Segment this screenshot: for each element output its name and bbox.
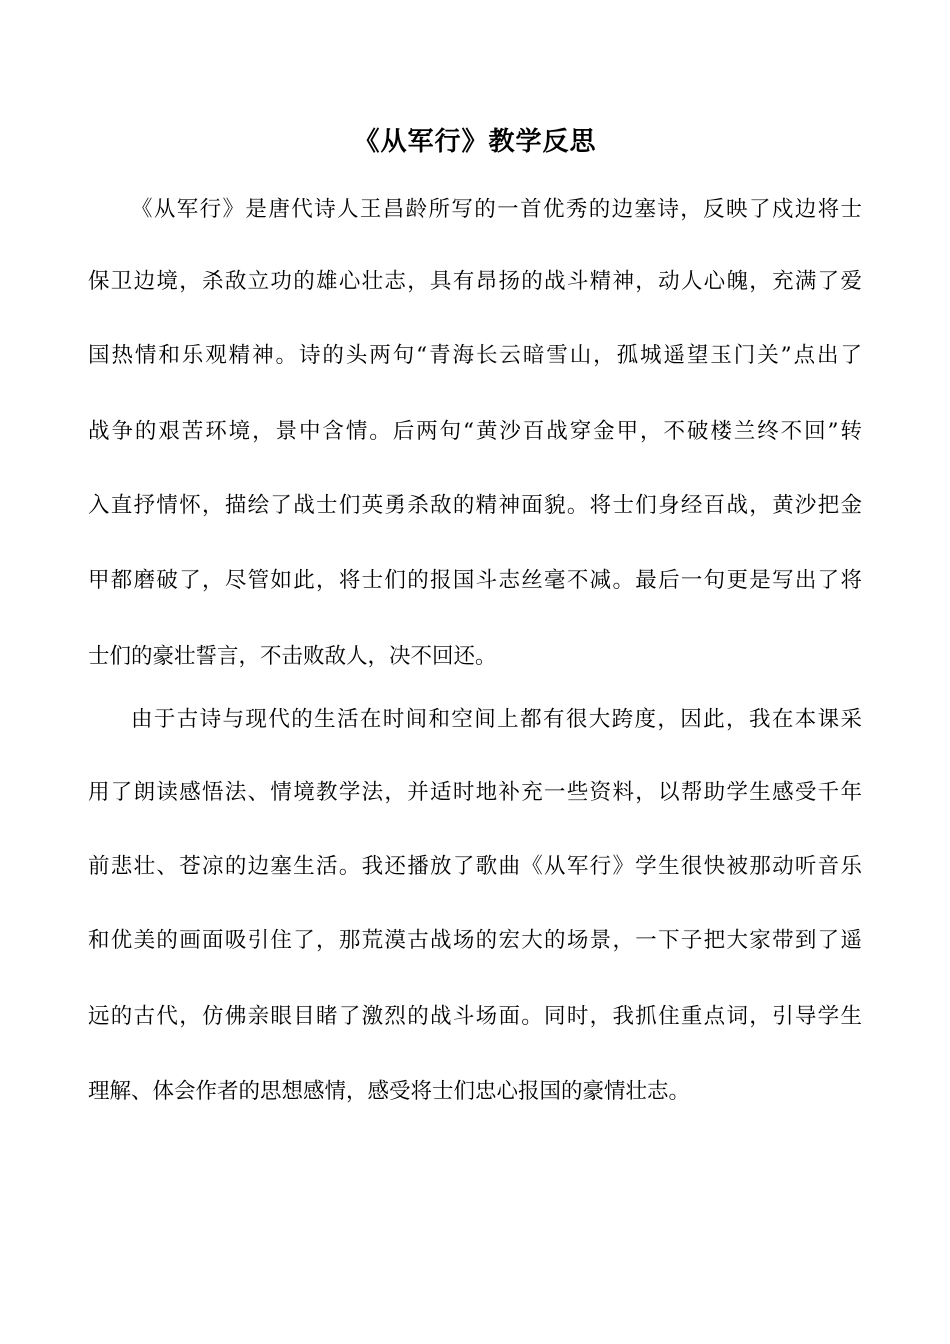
paragraph-1-line-2: 保卫边境，杀敌立功的雄心壮志，具有昂扬的战斗精神，动人心魄，充满了爱: [88, 269, 862, 294]
paragraph-2-line-1: 由于古诗与现代的生活在时间和空间上都有很大跨度，因此，我在本课采: [131, 707, 862, 732]
paragraph-1-line-1: 《从军行》是唐代诗人王昌龄所写的一首优秀的边塞诗，反映了戍边将士: [131, 197, 862, 222]
paragraph-2-line-2: 用了朗读感悟法、情境教学法，并适时地补充一些资料，以帮助学生感受千年: [88, 780, 862, 805]
paragraph-2-line-4: 和优美的画面吸引住了，那荒漠古战场的宏大的场景，一下子把大家带到了遥: [88, 928, 862, 953]
paragraph-2-line-6: 理解、体会作者的思想感情，感受将士们忠心报国的豪情壮志。: [88, 1079, 691, 1104]
paragraph-2-line-3: 前悲壮、苍凉的边塞生活。我还播放了歌曲《从军行》学生很快被那动听音乐: [88, 854, 862, 879]
paragraph-1-line-4: 战争的艰苦环境，景中含情。后两句“黄沙百战穿金甲，不破楼兰终不回”转: [88, 419, 862, 444]
paragraph-2-line-5: 远的古代，仿佛亲眼目睹了激烈的战斗场面。同时，我抓住重点词，引导学生: [88, 1004, 862, 1029]
paragraph-1-line-5: 入直抒情怀，描绘了战士们英勇杀敌的精神面貌。将士们身经百战，黄沙把金: [88, 493, 862, 518]
paragraph-1-line-7: 士们的豪壮誓言，不击败敌人，决不回还。: [88, 644, 497, 669]
page-title: 《从军行》教学反思: [353, 127, 597, 157]
paragraph-1-line-6: 甲都磨破了，尽管如此，将士们的报国斗志丝毫不减。最后一句更是写出了将: [88, 568, 862, 593]
paragraph-1-line-3: 国热情和乐观精神。诗的头两句“青海长云暗雪山，孤城遥望玉门关”点出了: [88, 343, 862, 368]
